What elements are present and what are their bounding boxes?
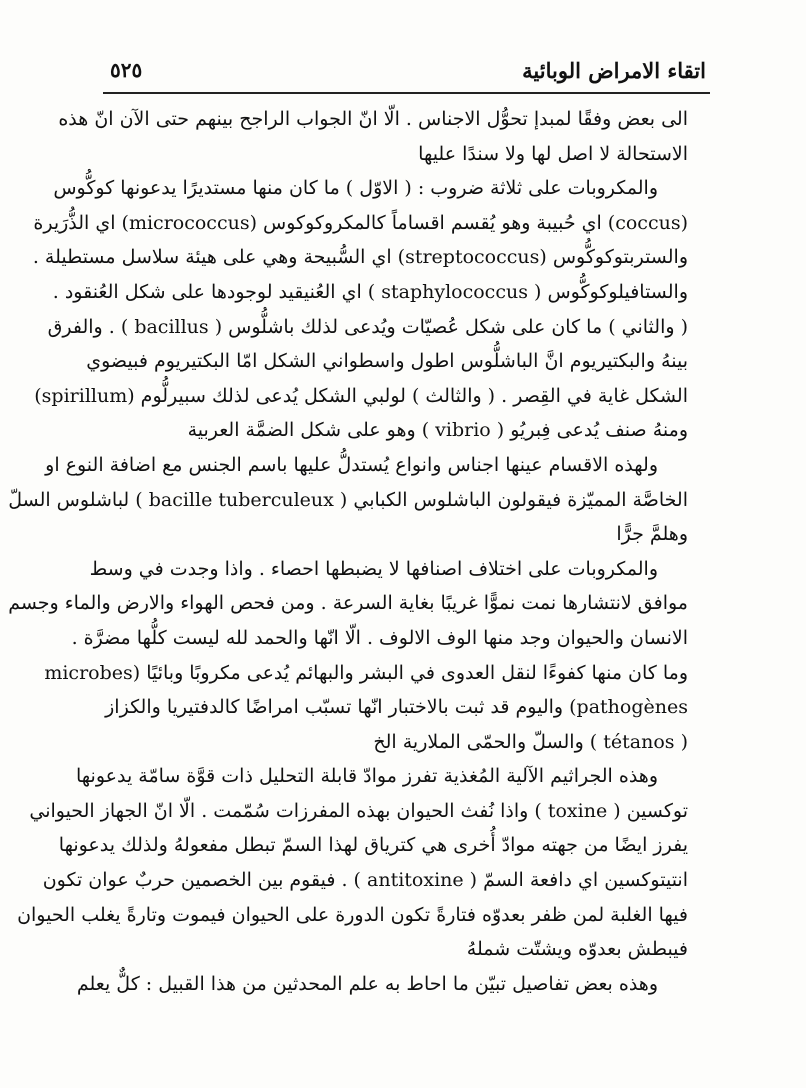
text-line: الانسان والحيوان وجد منها الوف الالوف . الّا انّها والحمد لله ليست كلُّها مضرَّة . <box>71 626 688 649</box>
body-text <box>8 102 688 1001</box>
text-line: الخاصَّة المميّزة فيقولون الباشلوس الكبابي ( bacille tuberculeux ) لباشلوس السلّ <box>8 488 688 511</box>
text-line: وهذه الجراثيم الآلية المُغذية تفرز موادّ قابلة التحليل ذات قوَّة سامّة يدعونها <box>75 765 658 788</box>
text-line: بينهُ والبكتيريوم انَّ الباشلُّوس اطول واسطواني الشكل امّا البكتيريوم فبيضوي <box>86 350 688 373</box>
text-line: فيها الغلبة لمن ظفر بعدوّه فتارةً تكون الدورة على الحيوان فيموت وتارةً يغلب الحيوان <box>17 903 688 926</box>
page-header <box>110 52 706 88</box>
text-line: (coccus) اي حُبيبة وهو يُقسم اقساماً كالمكروكوكوس (micrococcus) اي الذُّرَيرة <box>33 211 688 234</box>
paragraph <box>58 102 688 171</box>
text-line: والستافيلوكوكُّوس ( staphylococcus ) اي العُنيقيد لوجودها على شكل العُنقود . <box>52 280 688 303</box>
paragraph <box>32 171 688 448</box>
text-line: فيبطش بعدوّه ويشتّت شملهُ <box>466 938 688 961</box>
running-title: اتقاء الامراض الوبائية <box>522 57 706 83</box>
text-line: ( والثاني ) ما كان على شكل عُصيّات ويُدعى لذلك باشلُّوس ( bacillus ) . والفرق <box>47 315 688 338</box>
text-line: موافق لانتشارها نمت نموًّا غريبًا بغاية السرعة . ومن فحص الهواء والارض والماء وجسم <box>8 592 688 615</box>
paragraph <box>17 759 688 967</box>
text-line: الاستحالة لا اصل لها ولا سندًا عليها <box>418 142 688 165</box>
text-line: ( tétanos ) والسلّ والحمّى الملارية الخ <box>373 730 688 753</box>
text-line: انتيتوكسين اي دافعة السمّ ( antitoxine ) . فيقوم بين الخصمين حربٌ عوان تكون <box>42 869 688 892</box>
text-line: يفرز ايضًا من جهته موادّ أُخرى هي كترياق لهذا السمّ تبطل مفعولهُ ولذلك يدعونها <box>58 834 688 857</box>
header-rule <box>103 92 710 94</box>
text-line: والستربتوكوكُّوس (streptococcus) اي السُّبيحة وهي على هيئة سلاسل مستطيلة . <box>32 246 688 269</box>
text-line: وهذه بعض تفاصيل تبيّن ما احاط به علم المحدثين من هذا القبيل : كلٌّ يعلم <box>76 972 658 995</box>
text-line: الشكل غاية في القِصر . ( والثالث ) لولبي الشكل يُدعى لذلك سبيرلُّوم (spirillum) <box>34 384 688 407</box>
text-line: وهلمَّ جرًّا <box>616 523 688 546</box>
text-line: توكسين ( toxine ) واذا نُفث الحيوان بهذه المفرزات سُمّمت . الّا انّ الجهاز الحيواني <box>29 799 688 822</box>
text-line: وما كان منها كفوءًا لنقل العدوى في البشر والبهائم يُدعى مكروبًا وبائيًا (microbes <box>44 661 688 684</box>
paragraph <box>76 967 688 1002</box>
text-line: pathogènes) واليوم قد ثبت بالاختبار انّها تسبّب امراضًا كالدفتيريا والكزاز <box>105 696 688 719</box>
text-line: والمكروبات على اختلاف اصنافها لا يضبطها احصاء . واذا وجدت في وسط <box>89 557 658 580</box>
paragraph <box>8 448 688 552</box>
paragraph <box>8 552 688 760</box>
page-number: ٥٢٥ <box>110 58 143 82</box>
text-line: الى بعض وفقًا لمبدإ تحوُّل الاجناس . الّا انّ الجواب الراجح بينهم حتى الآن انّ هذه <box>58 108 688 130</box>
text-line: ولهذه الاقسام عينها اجناس وانواع يُستدلُّ عليها باسم الجنس مع اضافة النوع او <box>45 453 658 476</box>
text-line: والمكروبات على ثلاثة ضروب : ( الاوّل ) ما كان منها مستديرًا يدعونها كوكُّوس <box>53 177 658 200</box>
text-line: ومنهُ صنف يُدعى فِبريُو ( vibrio ) وهو على شكل الضمَّة العربية <box>187 419 688 442</box>
